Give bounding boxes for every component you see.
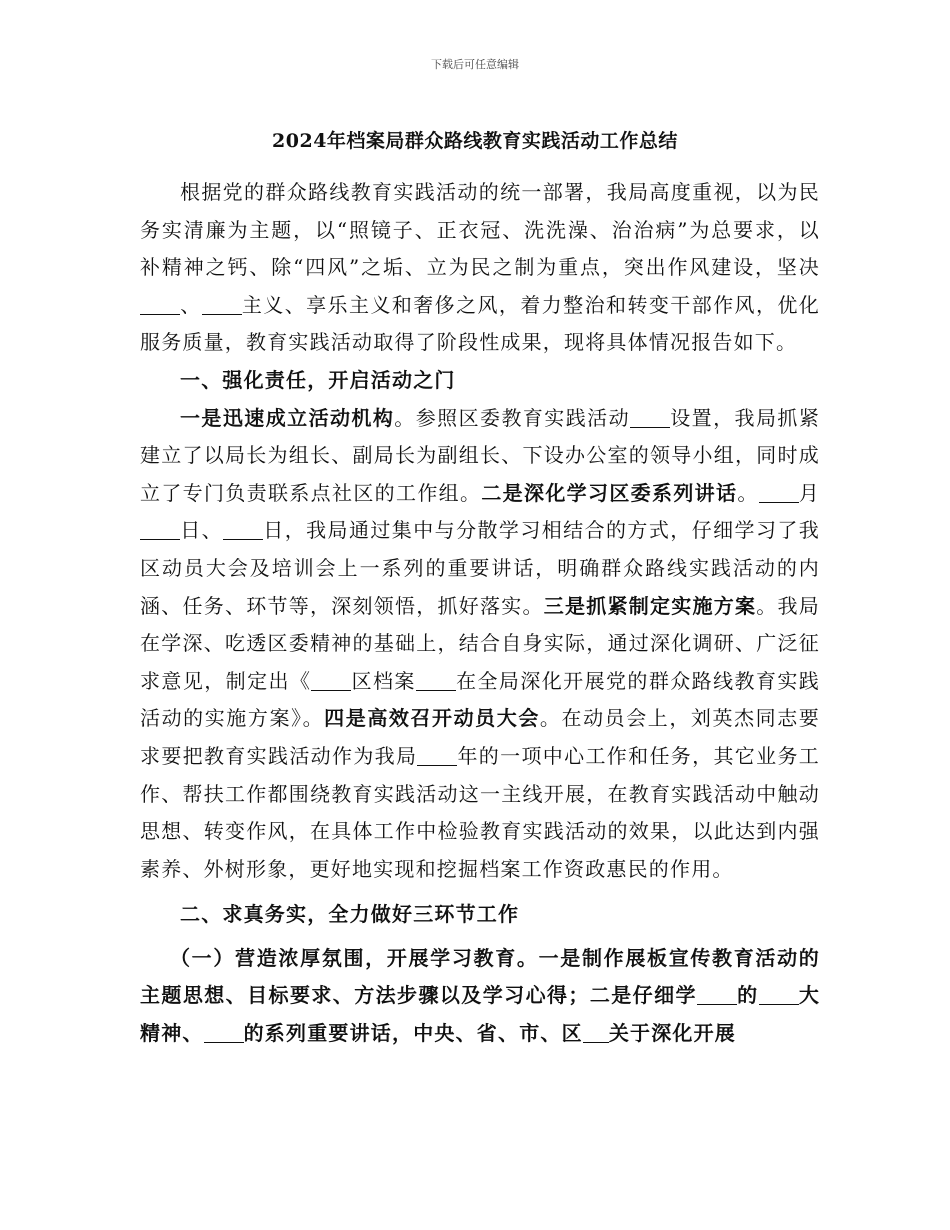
subsection-1-text-c: 的: [736, 983, 759, 1008]
blank: [311, 670, 351, 691]
blank: [140, 519, 180, 540]
subsection-1-text-b: 。一是制作展板宣传教育活动的主题思想、目标要求、方法步骤以及学习心得；二是仔细学: [140, 945, 820, 1008]
point-3-text-a: 。我局在学深、吃透区委精神的基础上，结合自身实际，通过深化调研、广泛征求意见，制定出《: [140, 593, 820, 693]
point-1-text-b: 设置，我局抓紧建立了以局长为组长、副局长为副组长、下设办公室的领导小组，同时成立了专门负责联系点社区的工作组。: [140, 405, 821, 505]
point-2-text-a: 。: [737, 480, 759, 505]
subsection-1-text-d: 大精神、: [140, 983, 821, 1046]
subsection-1-text-f: 关于深化开展: [608, 1021, 737, 1046]
blank: [417, 745, 457, 766]
blank: [583, 1022, 609, 1043]
point-3-title: 三是抓紧制定实施方案: [543, 593, 757, 618]
blank: [416, 670, 456, 691]
point-1-text-a: 。参照区委教育实践活动: [394, 405, 631, 430]
point-2-text-c: 日、: [180, 518, 224, 543]
blank: [204, 1022, 244, 1043]
blank: [697, 984, 737, 1005]
section2-paragraph: [140, 940, 820, 1053]
blank: [202, 294, 242, 315]
point-2-title: 二是深化学习区委系列讲话: [481, 480, 738, 505]
blank: [759, 482, 799, 503]
point-3-text-c: 在全局深化开展党的群众路线教育实践活动的实施方案》。: [140, 668, 820, 731]
subsection-1-text-e: 的系列重要讲话，中央、省、市、区: [243, 1021, 583, 1046]
point-3-text-b: 区档案: [351, 668, 416, 693]
intro-text-a: 根据党的群众路线教育实践活动的统一部署，我局高度重视，以为民务实清廉为主题，以“照镜子、正衣冠、洗洗澡、治治病”为总要求，以补精神之钙、除“四风”之垢、立为民之制为重点，突出作风建设，坚决: [140, 180, 820, 280]
blank: [630, 407, 670, 428]
point-1-title: 一是迅速成立活动机构: [180, 405, 395, 430]
blank: [140, 294, 180, 315]
point-2-text-d: 日，我局通过集中与分散学习相结合的方式，仔细学习了我区动员大会及培训会上一系列的重要讲话，明确群众路线实践活动的内涵、任务、环节等，深刻领悟，抓好落实。: [140, 518, 820, 618]
point-4-text-b: 年的一项中心工作和任务，其它业务工作、帮扶工作都围绕教育实践活动这一主线开展，在教育实践活动中触动思想、转变作风，在具体工作中检验教育实践活动的效果，以此达到内强素养、外树形象，更好地实现和挖掘档案工作资政惠民的作用。: [140, 743, 820, 881]
section2-heading: 二、求真务实，全力做好三环节工作: [180, 902, 520, 927]
intro-text-b: 、: [180, 292, 202, 317]
document-title: 2024年档案局群众路线教育实践活动工作总结: [272, 130, 678, 152]
blank: [223, 519, 263, 540]
section1-paragraph: [140, 400, 820, 889]
section1-heading: 一、强化责任，开启活动之门: [180, 367, 456, 392]
point-2-text-b: 月: [798, 480, 821, 505]
point-4-text-a: 。在动员会上，刘英杰同志要求要把教育实践活动作为我局: [140, 706, 821, 768]
header-note: 下载后可任意编辑: [431, 58, 519, 71]
document-body: [140, 174, 820, 1053]
intro-text-c: 主义、享乐主义和奢侈之风，着力整治和转变干部作风，优化服务质量，教育实践活动取得了阶段性成果，现将具体情况报告如下。: [140, 292, 821, 355]
intro-paragraph: [140, 174, 820, 362]
point-4-title: 四是高效召开动员大会: [324, 706, 540, 731]
subsection-1-title: （一）营造浓厚氛围，开展学习教育: [170, 945, 517, 970]
blank: [759, 984, 799, 1005]
